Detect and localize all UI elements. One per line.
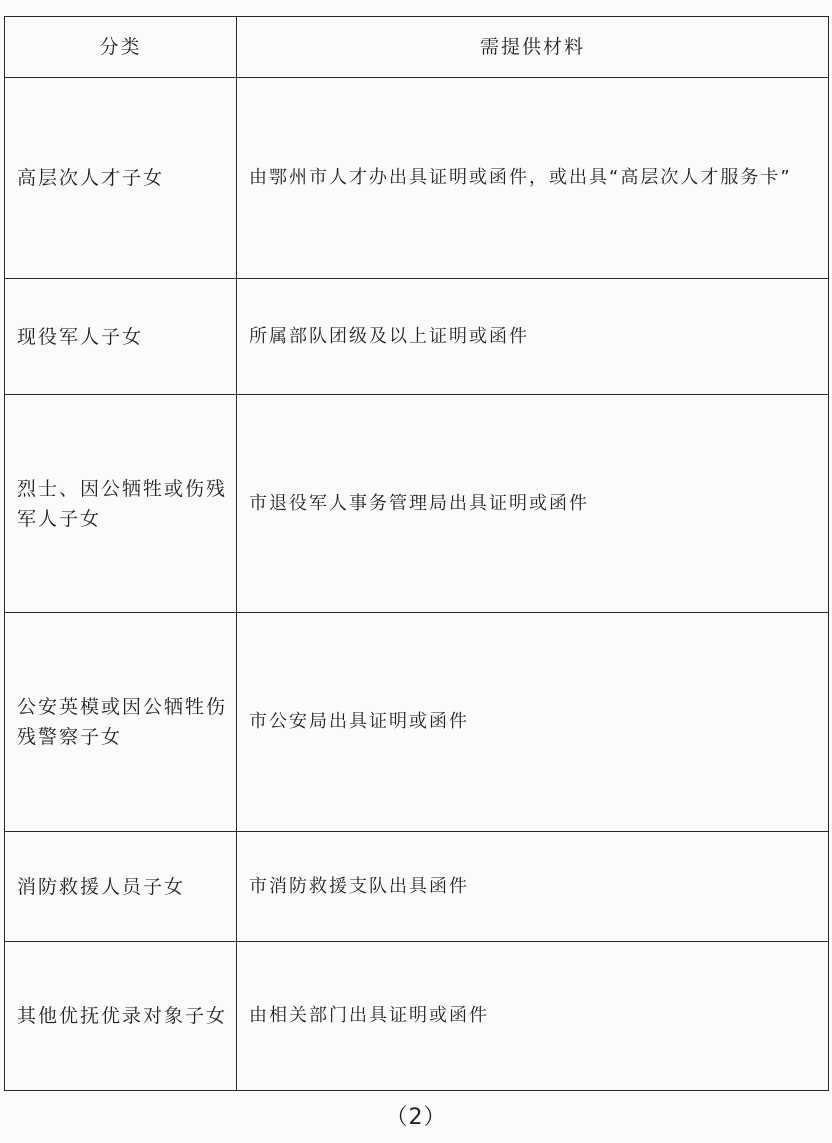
header-materials: 需提供材料: [237, 17, 829, 78]
row-category: 现役军人子女: [5, 279, 237, 395]
table-row: [5, 78, 829, 279]
row-category: 高层次人才子女: [5, 78, 237, 279]
row-materials: 所属部队团级及以上证明或函件: [237, 279, 829, 395]
row-materials: 市退役军人事务管理局出具证明或函件: [237, 395, 829, 613]
table-row: [5, 832, 829, 942]
row-materials: 市消防救援支队出具函件: [237, 832, 829, 942]
table-row: [5, 613, 829, 832]
row-category: 其他优抚优录对象子女: [5, 942, 237, 1091]
table-row: [5, 395, 829, 613]
row-materials: 市公安局出具证明或函件: [237, 613, 829, 832]
table-row: [5, 279, 829, 395]
row-materials: 由相关部门出具证明或函件: [237, 942, 829, 1091]
header-category: 分类: [5, 17, 237, 78]
materials-table: [4, 16, 829, 1091]
table-row: [5, 942, 829, 1091]
page-number: （2）: [385, 1105, 447, 1130]
row-category: 烈士、因公牺牲或伤残军人子女: [5, 395, 237, 613]
row-materials: 由鄂州市人才办出具证明或函件，或出具“高层次人才服务卡”: [237, 78, 829, 279]
table-header-row: [5, 17, 829, 78]
row-category: 公安英模或因公牺牲伤残警察子女: [5, 613, 237, 832]
row-category: 消防救援人员子女: [5, 832, 237, 942]
